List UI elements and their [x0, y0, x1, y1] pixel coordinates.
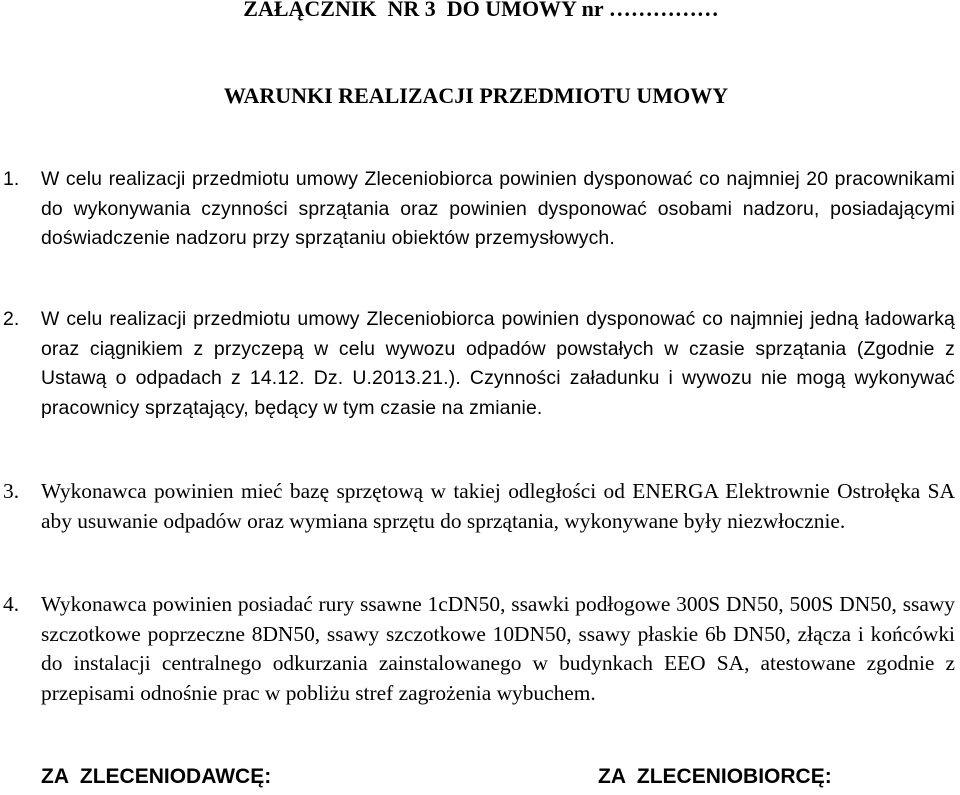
list-item-2: [3, 305, 955, 423]
list-item-number: 4.: [3, 592, 20, 616]
signature-contracting-party: ZA ZLECENIODAWCĘ:: [41, 765, 272, 788]
list-item-text: Wykonawca powinien posiadać rury ssawne 1cDN50, ssawki podłogowe 300S DN50, 500S DN50, ssawy szczotkowe poprzeczne 8DN50, ssawy szczotkowe 10DN50, ssawy płaskie 6b DN50, złącza i końcówki do instalacji centralnego odkurzania zainstalowanego w budynkach EEO SA, atestowane zgodnie z przepisami odnośnie prac w pobliżu stref zagrożenia wybuchem.: [41, 592, 955, 705]
signature-contractor: ZA ZLECENIOBIORCĘ:: [598, 765, 832, 788]
list-item-3: [3, 477, 955, 536]
annex-header: ZAŁĄCZNIK NR 3 DO UMOWY nr ……………: [243, 0, 719, 21]
document-title: WARUNKI REALIZACJI PRZEDMIOTU UMOWY: [223, 83, 729, 108]
list-item-number: 3.: [3, 479, 20, 503]
list-item-1: [3, 165, 955, 254]
list-item-text: W celu realizacji przedmiotu umowy Zleceniobiorca powinien dysponować co najmniej jedną ładowarką oraz ciągnikiem z przyczepą w celu wywozu odpadów powstałych w czasie sprzątania (Zgodnie z Ustawą o odpadach z 14.12. Dz. U.2013.21.). Czynności załadunku i wywozu nie mogą wykonywać pracownicy sprzątający, będący w tym czasie na zmianie.: [41, 308, 955, 419]
list-item-4: [3, 590, 955, 708]
list-item-text: Wykonawca powinien mieć bazę sprzętową w takiej odległości od ENERGA Elektrownie Ostrołęka SA aby usuwanie odpadów oraz wymiana sprzętu do sprzątania, wykonywane były niezwłocznie.: [41, 479, 955, 533]
list-item-number: 1.: [3, 168, 20, 190]
list-item-number: 2.: [3, 308, 20, 330]
list-item-text: W celu realizacji przedmiotu umowy Zleceniobiorca powinien dysponować co najmniej 20 pracownikami do wykonywania czynności sprzątania oraz powinien dysponować osobami nadzoru, posiadającymi doświadczenie nadzoru przy sprzątaniu obiektów przemysłowych.: [41, 168, 955, 249]
